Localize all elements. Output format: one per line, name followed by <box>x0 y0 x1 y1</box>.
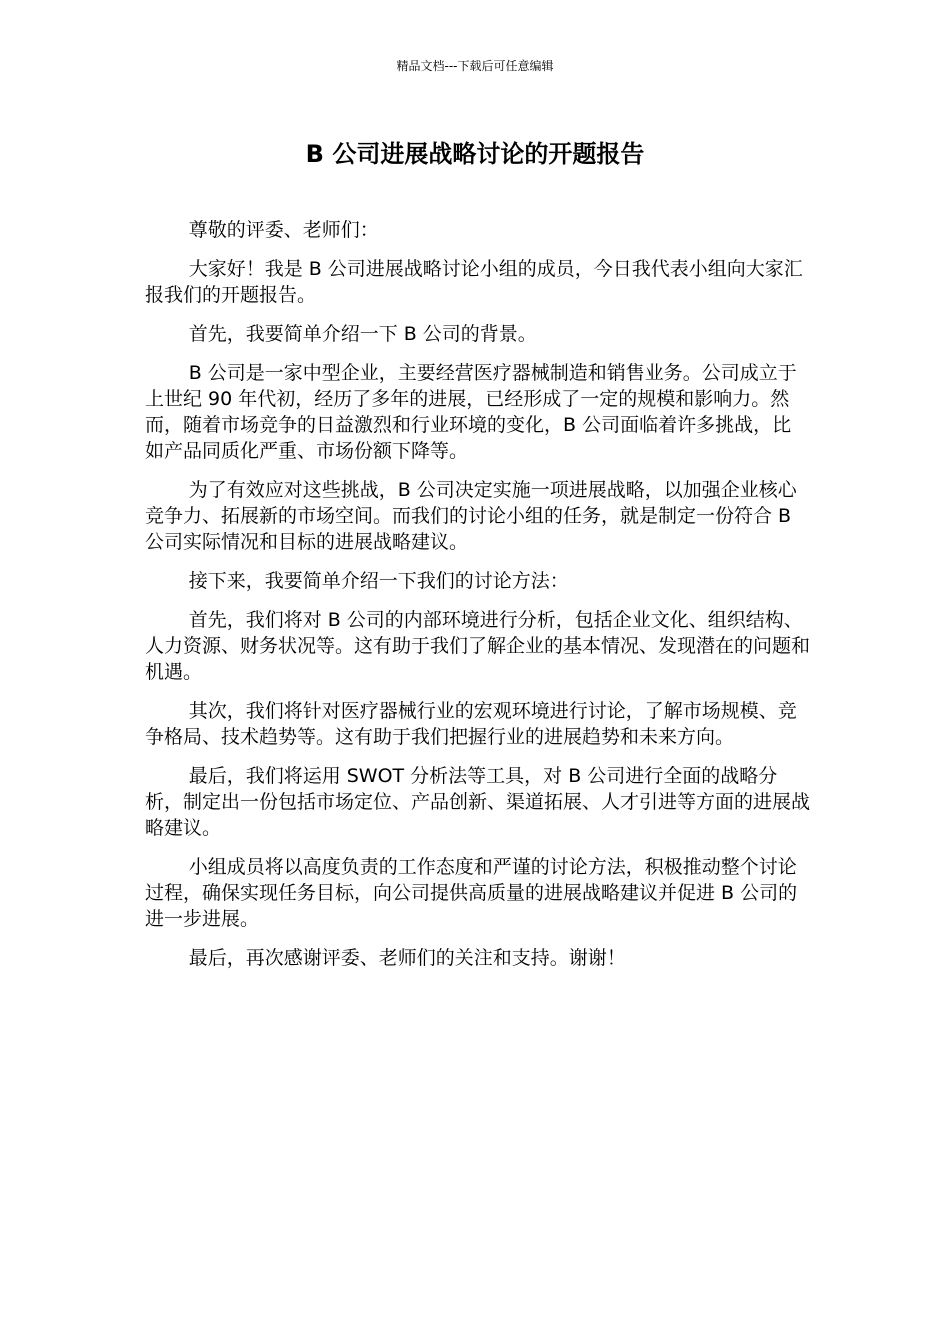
strategy-task-paragraph: 为了有效应对这些挑战，B 公司决定实施一项进展战略，以加强企业核心竞争力、拓展新的市场空间。而我们的讨论小组的任务，就是制定一份符合 B 公司实际情况和目标的进展战略建议。 <box>145 479 797 553</box>
company-background-paragraph: B 公司是一家中型企业，主要经营医疗器械制造和销售业务。公司成立于上世纪 90 年代初，经历了多年的进展，已经形成了一定的规模和影响力。然而，随着市场竞争的日益激烈和行业环境的变化，B 公司面临着许多挑战，比如产品同质化严重、市场份额下降等。 <box>145 362 797 462</box>
team-commitment-paragraph: 小组成员将以高度负责的工作态度和严谨的讨论方法，积极推动整个讨论过程，确保实现任务目标，向公司提供高质量的进展战略建议并促进 B 公司的进一步进展。 <box>145 856 798 930</box>
document-body <box>145 217 810 984</box>
page-header: 精品文档---下载后可任意编辑 <box>396 59 554 73</box>
document-title: B 公司进展战略讨论的开题报告 <box>305 140 645 168</box>
internal-analysis-paragraph: 首先，我们将对 B 公司的内部环境进行分析，包括企业文化、组织结构、人力资源、财务状况等。这有助于我们了解企业的基本情况、发现潜在的问题和机遇。 <box>145 609 811 683</box>
swot-analysis-paragraph: 最后，我们将运用 SWOT 分析法等工具，对 B 公司进行全面的战略分析，制定出一份包括市场定位、产品创新、渠道拓展、人才引进等方面的进展战略建议。 <box>145 765 811 839</box>
background-intro-paragraph: 首先，我要简单介绍一下 B 公司的背景。 <box>188 323 537 345</box>
closing-paragraph: 最后，再次感谢评委、老师们的关注和支持。谢谢！ <box>188 947 626 969</box>
method-intro-paragraph: 接下来，我要简单介绍一下我们的讨论方法： <box>188 570 569 592</box>
industry-analysis-paragraph: 其次，我们将针对医疗器械行业的宏观环境进行讨论，了解市场规模、竞争格局、技术趋势等。这有助于我们把握行业的进展趋势和未来方向。 <box>145 700 797 748</box>
salutation-paragraph: 尊敬的评委、老师们： <box>188 219 379 241</box>
greeting-paragraph: 大家好！我是 B 公司进展战略讨论小组的成员，今日我代表小组向大家汇报我们的开题报告。 <box>145 258 803 306</box>
